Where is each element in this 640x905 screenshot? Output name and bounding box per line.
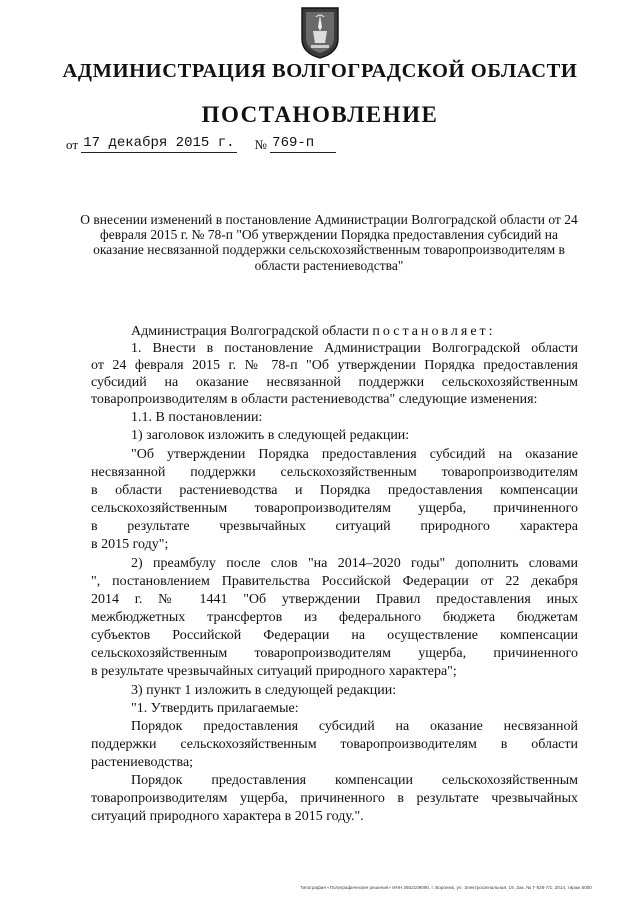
body-line: Порядок предоставления субсидий на оказание несвязанной bbox=[131, 719, 578, 734]
body-line: ситуаций природного характера в 2015 году.". bbox=[91, 809, 364, 824]
body-line: в 2015 году"; bbox=[91, 537, 169, 552]
printer-imprint: Типография «Полиграфические решения» ИНН 3662109090, г. Воронеж, ул. Электросигнальная, 19, Зак. № Т-528-7/1, 2014, тираж 5000 bbox=[300, 885, 592, 890]
body-line: сельскохозяйственным товаропроизводителям ущерба, причиненного bbox=[91, 501, 578, 516]
body-line: несвязанной поддержки сельскохозяйственным товаропроизводителям bbox=[91, 465, 578, 480]
body-line: ", постановлением Правительства Российской Федерации от 22 декабря bbox=[91, 574, 578, 589]
document-number: 769-п bbox=[270, 136, 336, 153]
document-subject: О внесении изменений в постановление Администрации Волгоградской области от 24 февраля 2015 г. № 78-п "Об утверждении Порядка предоставления субсидий на оказание несвязанной поддержки сельскохозяйственным товаропроизводителям в области растениеводства" bbox=[80, 212, 578, 273]
body-line: субсидий на оказание несвязанной поддержки сельскохозяйственным bbox=[91, 375, 578, 390]
body-line: 3) пункт 1 изложить в следующей редакции: bbox=[131, 683, 397, 698]
body-line: поддержки сельскохозяйственным товаропроизводителям в области bbox=[91, 737, 578, 752]
body-line: сельскохозяйственным товаропроизводителям ущерба, причиненного bbox=[91, 646, 578, 661]
date-prefix-label: от bbox=[66, 137, 79, 152]
intro-lead: Администрация Волгоградской области bbox=[131, 324, 369, 339]
body-line: "Об утверждении Порядка предоставления субсидий на оказание bbox=[131, 447, 578, 462]
document-type-title: ПОСТАНОВЛЕНИЕ bbox=[201, 102, 439, 127]
organization-name: АДМИНИСТРАЦИЯ ВОЛГОГРАДСКОЙ ОБЛАСТИ bbox=[62, 60, 578, 82]
body-line: в результате чрезвычайных ситуаций природного характера"; bbox=[91, 664, 457, 679]
body-line: Порядок предоставления компенсации сельскохозяйственным bbox=[131, 773, 578, 788]
body-line: 1. Внести в постановление Администрации Волгоградской области bbox=[131, 341, 578, 356]
body-line: товаропроизводителям ущерба, причиненного в результате чрезвычайных bbox=[91, 791, 578, 806]
body-line: от 24 февраля 2015 г. № 78-п "Об утверждении Порядка предоставления bbox=[91, 358, 578, 373]
number-prefix-label: № bbox=[254, 137, 267, 152]
body-line: растениеводства; bbox=[91, 755, 194, 770]
intro-verb: постановляет: bbox=[372, 324, 496, 339]
document-date: 17 декабря 2015 г. bbox=[81, 136, 237, 153]
coat-of-arms-icon bbox=[299, 5, 341, 60]
body-line: в результате чрезвычайных ситуаций природного характера bbox=[91, 519, 578, 534]
body-line: 2014 г. № 1441 "Об утверждении Правил предоставления иных bbox=[91, 592, 578, 607]
body-line: межбюджетных трансфертов из федерального бюджета бюджетам bbox=[91, 610, 578, 625]
date-number-line bbox=[66, 134, 336, 153]
body-line: 1.1. В постановлении: bbox=[131, 410, 263, 425]
body-line: "1. Утвердить прилагаемые: bbox=[131, 701, 299, 716]
body-line: субъектов Российской Федерации на осуществление компенсации bbox=[91, 628, 578, 643]
body-intro bbox=[131, 324, 496, 340]
body-line: товаропроизводителям в области растениеводства" следующие изменения: bbox=[91, 392, 538, 407]
body-line: 1) заголовок изложить в следующей редакции: bbox=[131, 428, 410, 443]
body-line: 2) преамбулу после слов "на 2014–2020 годы" дополнить словами bbox=[131, 556, 578, 571]
body-line: в области растениеводства и Порядка предоставления компенсации bbox=[91, 483, 578, 498]
